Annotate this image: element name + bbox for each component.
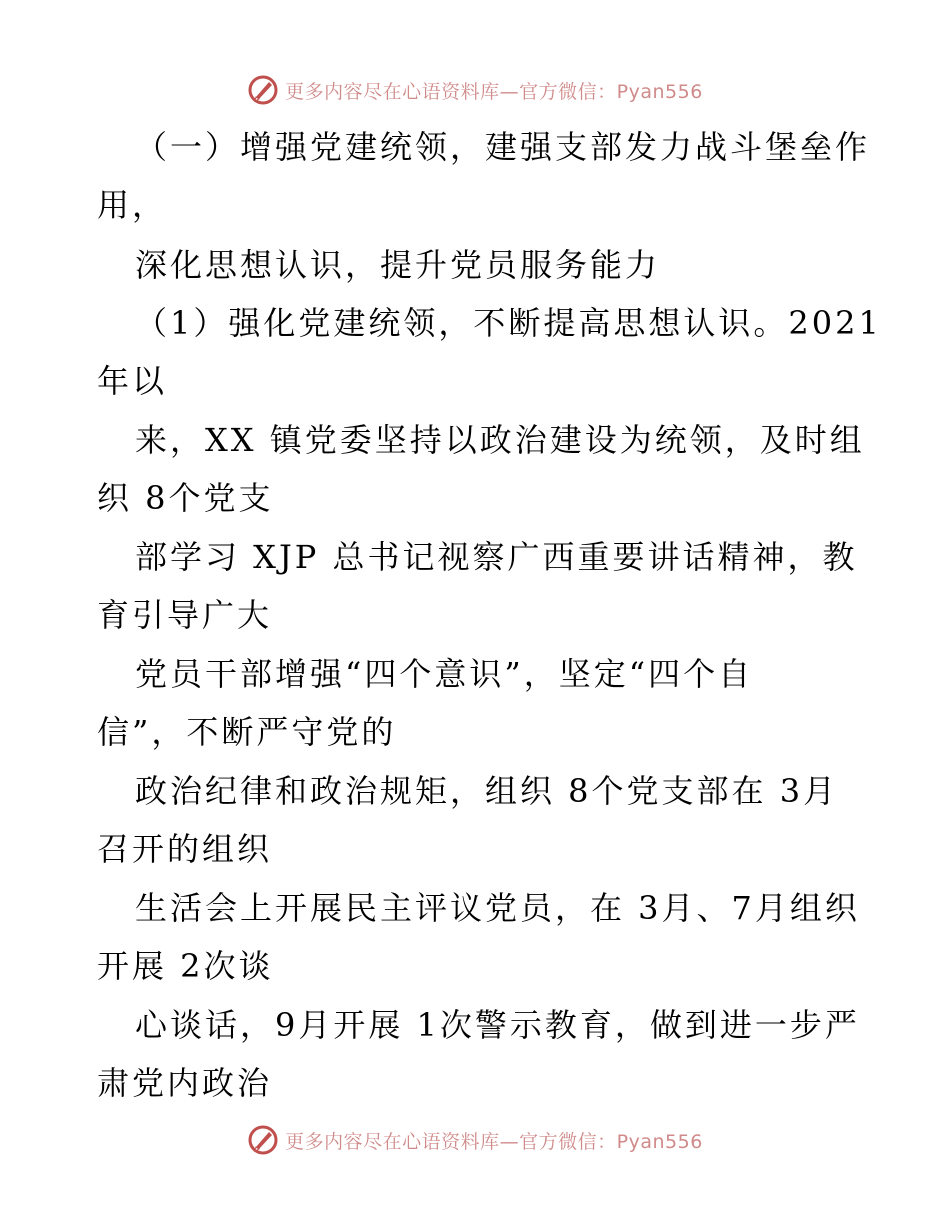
text-line: 心谈话，9月开展 1次警示教育，做到进一步严 <box>135 1006 860 1044</box>
text-line: 育引导广大 <box>97 596 273 634</box>
text-line: （一）增强党建统领，建强支部发力战斗堡垒作 <box>135 128 871 166</box>
text-line: 来，XX 镇党委坚持以政治建设为统领，及时组 <box>135 421 865 459</box>
text-line: 用， <box>97 186 168 224</box>
text-line: 部学习 XJP 总书记视察广西重要讲话精神，教 <box>135 538 858 576</box>
text-line: 召开的组织 <box>97 830 273 868</box>
watermark-text: 更多内容尽在心语资料库—官方微信：Pyan556 <box>285 80 703 103</box>
text-line: 政治纪律和政治规矩，组织 8个党支部在 3月 <box>135 772 839 810</box>
text-line: 肃党内政治 <box>97 1064 273 1102</box>
pen-logo-icon <box>247 1124 279 1156</box>
text-line: 开展 2次谈 <box>97 947 274 985</box>
text-line: （1）强化党建统领，不断提高思想认识。2021 <box>135 304 882 342</box>
text-line: 党员干部增强“四个意识”，坚定“四个自 <box>135 655 754 693</box>
watermark-text: 更多内容尽在心语资料库—官方微信：Pyan556 <box>285 1130 703 1153</box>
watermark-header <box>0 70 950 110</box>
watermark-footer <box>0 1120 950 1160</box>
text-line: 深化思想认识，提升党员服务能力 <box>135 246 661 284</box>
text-line: 织 8个党支 <box>97 479 274 517</box>
text-line: 信”，不断严守党的 <box>97 713 397 751</box>
pen-logo-icon <box>247 74 279 106</box>
text-line: 生活会上开展民主评议党员，在 3月、7月组织 <box>135 889 860 927</box>
text-line: 年以 <box>97 362 168 400</box>
